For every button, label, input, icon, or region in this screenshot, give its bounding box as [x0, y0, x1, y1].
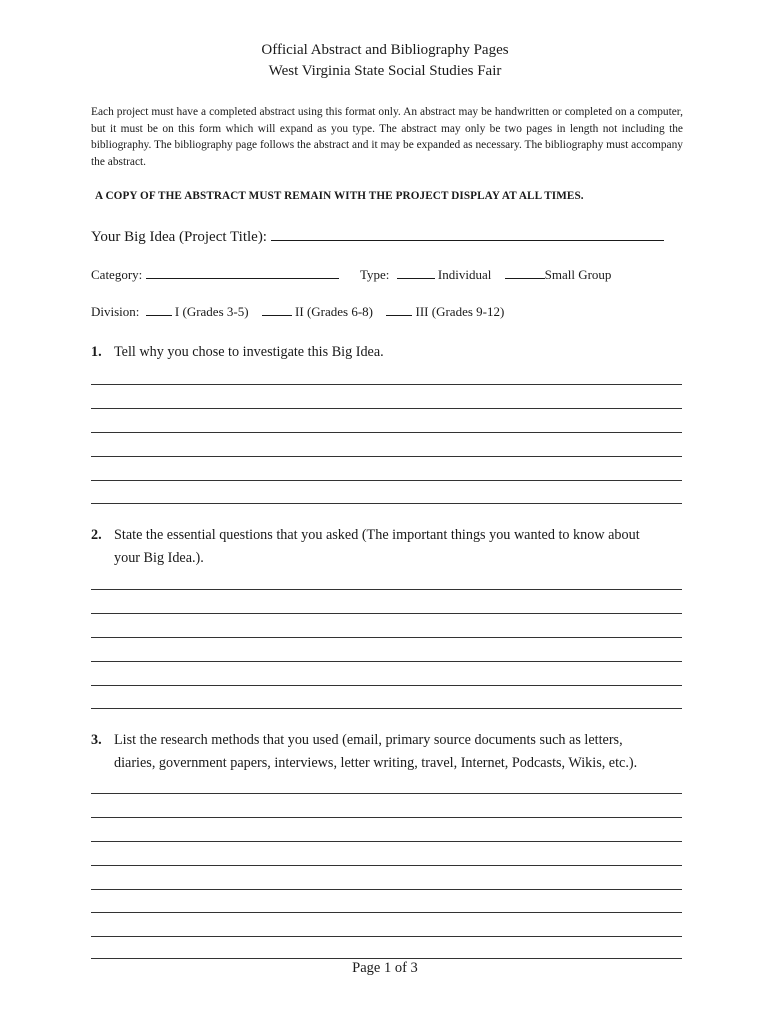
type-row — [360, 266, 611, 283]
individual-blank[interactable] — [397, 266, 435, 279]
answer-line[interactable] — [91, 708, 682, 709]
individual-label: Individual — [437, 267, 492, 282]
question-text: State the essential questions that you asked (The important things you wanted to know about — [114, 527, 640, 543]
answer-line[interactable] — [91, 685, 682, 686]
question-2 — [91, 524, 691, 570]
form-subtitle: West Virginia State Social Studies Fair — [268, 63, 502, 79]
form-title: Official Abstract and Bibliography Pages — [261, 42, 509, 58]
question-3 — [91, 729, 691, 775]
answer-line[interactable] — [91, 958, 682, 959]
question-1 — [91, 341, 691, 364]
instructions-paragraph: Each project must have a completed abstract using this format only. An abstract may be handwritten or completed on a computer, but it must be on this form which will expand as you type. The abstract may only be two pages in length not including the bibliography. The bibliography page follows the abstract and it may be expanded as necessary. The bibliography must accompany the abstract. — [91, 106, 683, 168]
answer-line[interactable] — [91, 817, 682, 818]
answer-line[interactable] — [91, 865, 682, 866]
answer-line[interactable] — [91, 432, 682, 433]
answer-line[interactable] — [91, 408, 682, 409]
answer-line[interactable] — [91, 793, 682, 794]
question-number: 3. — [91, 732, 102, 748]
division-iii-blank[interactable] — [386, 303, 412, 316]
answer-line[interactable] — [91, 912, 682, 913]
question-number: 2. — [91, 527, 102, 543]
division-label: Division: — [91, 304, 140, 319]
division-ii-label: II (Grades 6-8) — [295, 304, 374, 319]
big-idea-field[interactable] — [271, 226, 664, 241]
category-row — [91, 266, 339, 283]
small-group-label: Small Group — [544, 267, 612, 282]
answer-line[interactable] — [91, 841, 682, 842]
answer-line[interactable] — [91, 637, 682, 638]
answer-line[interactable] — [91, 613, 682, 614]
question-number: 1. — [91, 344, 102, 360]
division-i-label: I (Grades 3-5) — [174, 304, 249, 319]
answer-line[interactable] — [91, 456, 682, 457]
big-idea-row — [91, 226, 664, 246]
answer-line[interactable] — [91, 889, 682, 890]
division-i-blank[interactable] — [146, 303, 172, 316]
small-group-blank[interactable] — [505, 266, 545, 279]
answer-line[interactable] — [91, 589, 682, 590]
division-row — [91, 303, 504, 320]
question-text: Tell why you chose to investigate this Big Idea. — [114, 344, 384, 360]
question-text: List the research methods that you used (email, primary source documents such as letters, — [114, 732, 623, 748]
question-text-continued: diaries, government papers, interviews, letter writing, travel, Internet, Podcasts, Wikis, etc.). — [114, 755, 638, 771]
answer-line[interactable] — [91, 661, 682, 662]
division-ii-blank[interactable] — [262, 303, 292, 316]
category-field[interactable] — [146, 266, 339, 279]
page-number: Page 1 of 3 — [352, 960, 418, 976]
answer-line[interactable] — [91, 936, 682, 937]
question-text-continued: your Big Idea.). — [114, 550, 204, 566]
division-iii-label: III (Grades 9-12) — [415, 304, 505, 319]
answer-line[interactable] — [91, 480, 682, 481]
answer-line[interactable] — [91, 384, 682, 385]
type-label: Type: — [360, 267, 390, 282]
big-idea-label: Your Big Idea (Project Title): — [91, 229, 267, 245]
answer-line[interactable] — [91, 503, 682, 504]
category-label: Category: — [91, 267, 143, 282]
display-notice: A COPY OF THE ABSTRACT MUST REMAIN WITH THE PROJECT DISPLAY AT ALL TIMES. — [95, 190, 584, 202]
